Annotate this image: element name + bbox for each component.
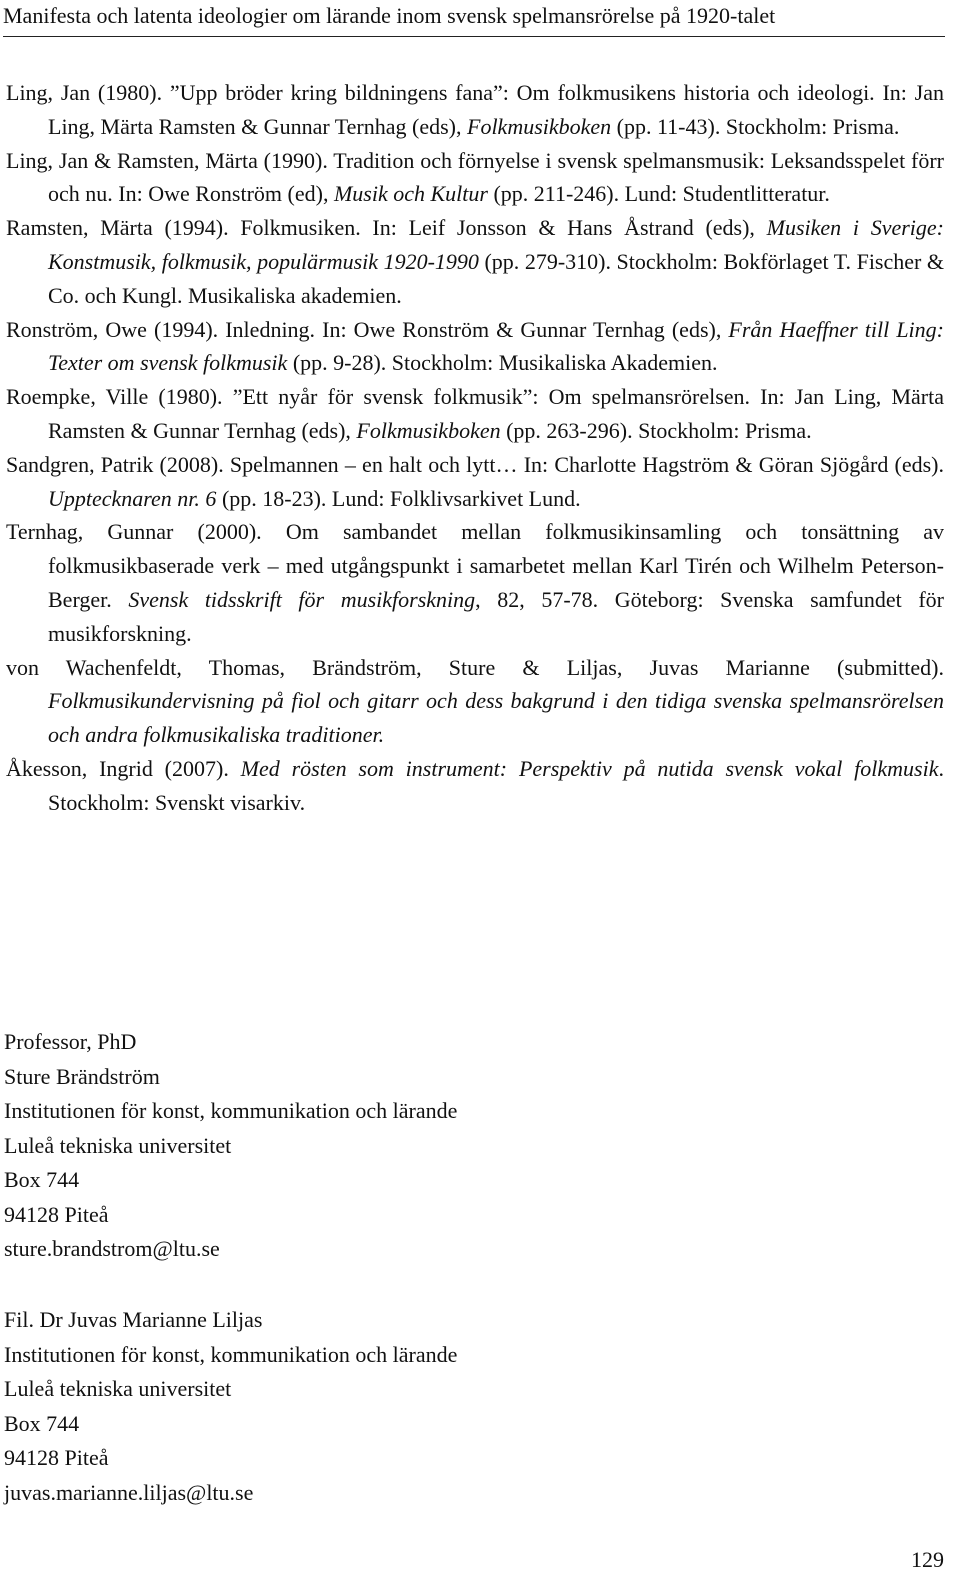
reference-item bbox=[6, 752, 944, 820]
author-department: Institutionen för konst, kommunikation och lärande bbox=[4, 1098, 458, 1123]
author-name: Fil. Dr Juvas Marianne Liljas bbox=[4, 1307, 263, 1332]
reference-author: Ternhag, Gunnar (2000). bbox=[6, 519, 286, 545]
author-city: 94128 Piteå bbox=[4, 1445, 109, 1470]
reference-item bbox=[6, 651, 944, 752]
reference-publication: (pp. 9-28). Stockholm: Musikaliska Akademien. bbox=[287, 350, 718, 376]
reference-text: ”Upp bröder kring bildningens fana”: Om folkmusikens historia och ideologi. In: Jan Ling, Märta Ramsten & Gunnar Ternhag (eds), bbox=[48, 80, 945, 139]
author-city: 94128 Piteå bbox=[4, 1201, 109, 1227]
author-name: Sture Brändström bbox=[4, 1063, 160, 1089]
reference-publication: . Stockholm: Svenskt visarkiv. bbox=[48, 755, 944, 815]
reference-title: Musik och Kultur bbox=[333, 181, 488, 207]
reference-title: Folkmusikundervisning på fiol och gitarr och dess bakgrund i den tidiga svenska spelmansrörelsen och andra folkmusikaliska traditioner. bbox=[48, 688, 944, 748]
reference-author: Ling, Jan (1980). bbox=[6, 80, 170, 105]
reference-text: Spelmannen – en halt och lytt… In: Charlotte Hagström & Göran Sjögård (eds). bbox=[229, 451, 945, 477]
reference-publication: , 82, 57-78. Göteborg: Svenska samfundet för musikforskning. bbox=[48, 586, 944, 646]
reference-publication: (pp. 11-43). Stockholm: Prisma. bbox=[611, 113, 900, 139]
reference-author: Ronström, Owe (1994). bbox=[6, 316, 226, 342]
running-header: Manifesta och latenta ideologier om lärande inom svensk spelmansrörelse på 1920-talet bbox=[3, 3, 776, 28]
author-box: Box 744 bbox=[4, 1167, 80, 1192]
reference-text: ”Ett nyår för svensk folkmusik”: Om spelmansrörelsen. In: Jan Ling, Märta Ramsten & Gunnar Ternhag (eds), bbox=[48, 384, 944, 443]
reference-list bbox=[6, 76, 944, 820]
author-email: sture.brandstrom@ltu.se bbox=[4, 1236, 220, 1261]
reference-item bbox=[6, 515, 944, 650]
reference-item bbox=[6, 313, 944, 381]
reference-item bbox=[6, 380, 944, 448]
reference-publication: (pp. 279-310). Stockholm: Bokförlaget T. Fischer & Co. och Kungl. Musikaliska akademien. bbox=[48, 248, 944, 308]
reference-text: Tradition och förnyelse i svensk spelmansmusik: Leksandsspelet förr och nu. In: Owe Ronström (ed), bbox=[48, 147, 945, 207]
reference-text: Om sambandet mellan folkmusikinsamling och tonsättning av folkmusikbaserade verk – med utgångspunkt i samarbetet mellan Karl Tirén och Wilhelm Peterson-Berger. bbox=[48, 519, 944, 612]
reference-title: Upptecknaren nr. 6 bbox=[48, 485, 217, 511]
reference-text: Inledning. In: Owe Ronström & Gunnar Ternhag (eds), bbox=[225, 316, 729, 342]
reference-item bbox=[6, 211, 944, 312]
reference-title: Svensk tidsskrift för musikforskning bbox=[128, 586, 476, 612]
reference-author: Sandgren, Patrik (2008). bbox=[6, 451, 230, 477]
reference-author: Ling, Jan & Ramsten, Märta (1990). bbox=[6, 147, 334, 173]
reference-item bbox=[6, 144, 944, 212]
reference-author: Åkesson, Ingrid (2007). bbox=[6, 755, 241, 781]
author-department: Institutionen för konst, kommunikation och lärande bbox=[4, 1341, 458, 1367]
reference-text: Folkmusiken. In: Leif Jonsson & Hans Åstrand (eds), bbox=[240, 215, 767, 241]
reference-title: Med rösten som instrument: Perspektiv på nutida svensk vokal folkmusik bbox=[240, 755, 939, 781]
reference-item bbox=[6, 448, 944, 516]
author-university: Luleå tekniska universitet bbox=[4, 1132, 232, 1158]
reference-title: Musiken i Sverige: Konstmusik, folkmusik, populärmusik 1920-1990 bbox=[48, 215, 945, 274]
author-address-liljas bbox=[4, 1303, 704, 1510]
reference-author: Ramsten, Märta (1994). bbox=[6, 215, 241, 241]
reference-publication: (pp. 18-23). Lund: Folklivsarkivet Lund. bbox=[216, 485, 581, 511]
page-number: 129 bbox=[911, 1547, 944, 1572]
reference-publication: (pp. 263-296). Stockholm: Prisma. bbox=[500, 417, 812, 443]
reference-author: von Wachenfeldt, Thomas, Brändström, Sture & Liljas, Juvas Marianne (submitted). bbox=[6, 654, 944, 680]
author-box: Box 744 bbox=[4, 1410, 80, 1436]
reference-item bbox=[6, 76, 944, 144]
author-title: Professor, PhD bbox=[4, 1029, 137, 1054]
reference-author: Roempke, Ville (1980). bbox=[6, 384, 233, 410]
author-email: juvas.marianne.liljas@ltu.se bbox=[4, 1479, 254, 1505]
reference-publication: (pp. 211-246). Lund: Studentlitteratur. bbox=[487, 181, 830, 207]
reference-title: Folkmusikboken bbox=[356, 417, 501, 443]
reference-title: Från Haeffner till Ling: Texter om svensk folkmusik bbox=[48, 316, 944, 376]
author-university: Luleå tekniska universitet bbox=[4, 1376, 232, 1401]
header-rule bbox=[3, 36, 945, 37]
reference-title: Folkmusikboken bbox=[467, 113, 612, 139]
author-address-brandstrom bbox=[4, 1025, 704, 1267]
